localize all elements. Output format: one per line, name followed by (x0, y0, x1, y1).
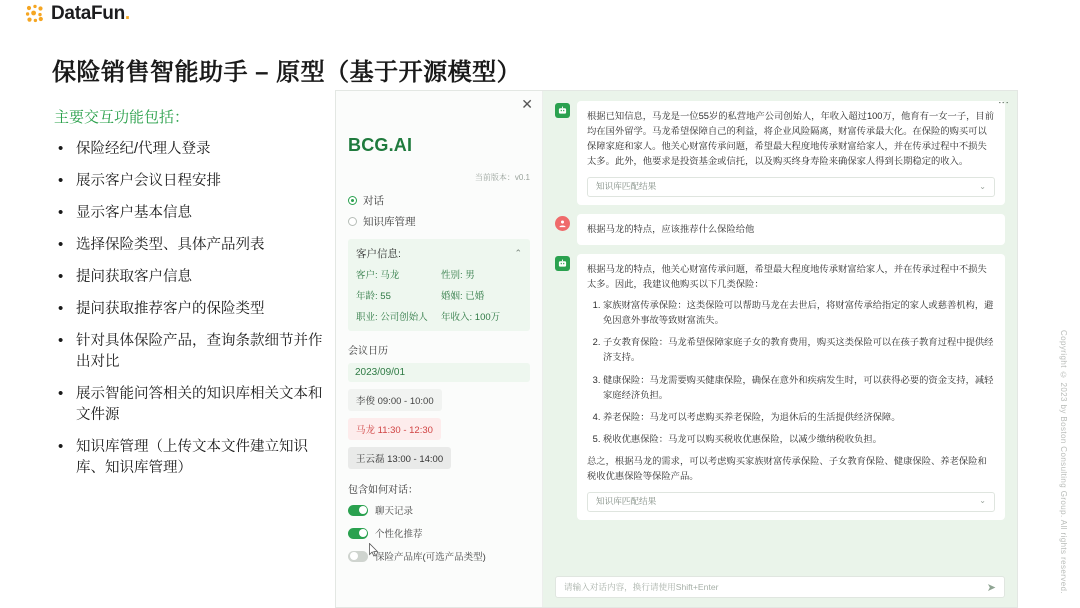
chevron-down-icon[interactable]: ⌄ (979, 496, 986, 506)
toggle-label: 个性化推荐 (375, 529, 423, 540)
chat-message-assistant (555, 254, 1005, 520)
appointment-item[interactable]: 王云磊 13:00 - 14:00 (348, 447, 451, 469)
chat-message-user (555, 214, 1005, 245)
list-item: • 展示客户会议日程安排 (54, 171, 324, 192)
toggles-title: 包含如何对话： (348, 485, 418, 496)
customer-info-header[interactable] (356, 246, 522, 261)
user-icon (555, 216, 570, 231)
kb-match-select[interactable] (587, 177, 995, 197)
list-item: • 选择保险类型、具体产品列表 (54, 235, 324, 256)
more-options-icon[interactable]: ⋮ (997, 97, 1009, 109)
datafun-dots-icon (24, 3, 46, 25)
app-window (335, 90, 1018, 608)
message-text: 根据已知信息，马龙是一位55岁的私营地产公司创始人，年收入超过100万，他育有一女一子，目前均在国外留学。马龙希望保障自己的利益，将企业风险隔离，财富传承最大化。在保险的购买可以保障家庭和家人。他关心财富传承问题，希望最大程度地传承财富给家人，并在传承过程中不损失太多。此外，他要求是投资基金或信托，以及购买终身寿险来确保家人得到长期稳定的收入。 (587, 111, 995, 167)
logo-bar (0, 0, 1080, 32)
toggle-label: 保险产品库(可选产品类型) (375, 552, 486, 563)
field-age: 年龄: 55 (356, 291, 391, 302)
app-sidebar (336, 91, 543, 607)
list-item: 4. 养老保险：马龙可以考虑购买养老保险，为退休后的生活提供经济保障。 (603, 410, 995, 425)
field-marital: 婚姻: 已婚 (441, 291, 485, 302)
list-item: 1. 家族财富传承保险：这类保险可以帮助马龙在去世后，将财富传承给指定的家人或慈善机构，避免因意外事故等致财富流失。 (603, 298, 995, 328)
field-gender: 性别: 男 (441, 270, 475, 281)
toggle-label: 聊天记录 (375, 506, 414, 517)
radio-label: 知识库管理 (363, 216, 416, 228)
message-closing-text: 总之，根据马龙的需求，可以考虑购买家族财富传承保险、子女教育保险、健康保险、养老保险和税收优惠保险等保险产品。 (587, 455, 987, 481)
features-list (54, 139, 324, 479)
kb-match-label: 知识库匹配结果 (596, 181, 657, 192)
chevron-down-icon[interactable]: ⌄ (979, 181, 986, 191)
list-item: • 保险经纪/代理人登录 (54, 139, 324, 160)
radio-icon (348, 196, 357, 205)
list-item: • 显示客户基本信息 (54, 203, 324, 224)
list-item: • 展示智能问答相关的知识库相关文本和文件源 (54, 384, 324, 426)
calendar-date[interactable]: 2023/09/01 (348, 363, 530, 382)
field-income: 年收入: 100万 (441, 312, 501, 323)
radio-label: 对话 (363, 195, 384, 207)
features-column (54, 106, 324, 490)
customer-info-fields (356, 267, 522, 323)
toggle-chat-history[interactable] (348, 503, 530, 517)
list-item: 5. 税收优惠保险：马龙可以购买税收优惠保险，以减少缴纳税收负担。 (603, 432, 995, 447)
list-item: 2. 子女教育保险：马龙希望保障家庭子女的教育费用，购买这类保险可以在孩子教育过程中提供经济支持。 (603, 335, 995, 365)
list-item: 3. 健康保险：马龙需要购买健康保险，确保在意外和疾病发生时，可以获得必要的资金支持，减轻家庭经济负担。 (603, 373, 995, 403)
radio-option-kb-management[interactable] (348, 214, 530, 229)
list-item: • 针对具体保险产品，查询条款细节并作出对比 (54, 331, 324, 373)
toggle-personalized-recommendation[interactable] (348, 526, 530, 540)
brand-logo (24, 3, 130, 25)
customer-info-card (348, 239, 530, 331)
customer-info-title: 客户信息: (356, 248, 401, 260)
mode-radio-group (348, 193, 530, 229)
message-text: 根据马龙的特点，应该推荐什么保险给他 (587, 224, 755, 235)
radio-icon (348, 217, 357, 226)
list-item: • 知识库管理（上传文本文件建立知识库、知识库管理） (54, 437, 324, 479)
message-bubble (577, 101, 1005, 205)
list-item: • 提问获取推荐客户的保险类型 (54, 299, 324, 320)
chat-composer[interactable] (555, 576, 1005, 598)
chevron-up-icon[interactable]: ⌃ (514, 248, 522, 258)
message-bubble (577, 254, 1005, 520)
appointment-item-active[interactable]: 马龙 11:30 - 12:30 (348, 418, 441, 440)
send-icon[interactable]: ➤ (986, 581, 996, 594)
appointment-item[interactable]: 李俊 09:00 - 10:00 (348, 389, 442, 411)
toggle-switch-icon[interactable] (348, 505, 368, 516)
chat-message-assistant (555, 101, 1005, 205)
brand-name: DataFun. (51, 3, 130, 24)
list-item: • 提问获取客户信息 (54, 267, 324, 288)
toggle-switch-icon[interactable] (348, 528, 368, 539)
chat-input-placeholder[interactable]: 请输入对话内容，换行请使用Shift+Enter (564, 582, 719, 592)
close-icon[interactable]: ✕ (521, 96, 533, 112)
robot-icon (555, 103, 570, 118)
chat-panel (543, 91, 1017, 607)
version-label: 当前版本：v0.1 (474, 173, 530, 182)
page-title: 保险销售智能助手 – 原型（基于开源模型） (52, 59, 522, 86)
field-occupation: 职业: 公司创始人 (356, 312, 428, 323)
features-heading: 主要交互功能包括： (54, 109, 190, 126)
kb-match-select[interactable] (587, 492, 995, 512)
mouse-cursor-icon (369, 543, 379, 557)
field-customer: 客户: 马龙 (356, 270, 400, 281)
message-bubble (577, 214, 1005, 245)
toggle-switch-icon[interactable] (348, 551, 368, 562)
recommendation-list (587, 298, 995, 446)
radio-option-chat[interactable] (348, 193, 530, 208)
copyright-text: Copyright © 2023 by Boston Consulting Group. All rights reserved. (1059, 330, 1068, 595)
robot-icon (555, 256, 570, 271)
message-text: 根据马龙的特点，他关心财富传承问题，希望最大程度地传承财富给家人，并在传承过程中不损失太多。因此，我建议他购买以下几类保险： (587, 264, 987, 290)
app-brand-title: BCG.AI (348, 135, 413, 155)
calendar-label: 会议日历 (348, 346, 388, 357)
brand-dot: . (124, 3, 130, 24)
kb-match-label: 知识库匹配结果 (596, 495, 657, 506)
appointment-list (348, 382, 530, 469)
